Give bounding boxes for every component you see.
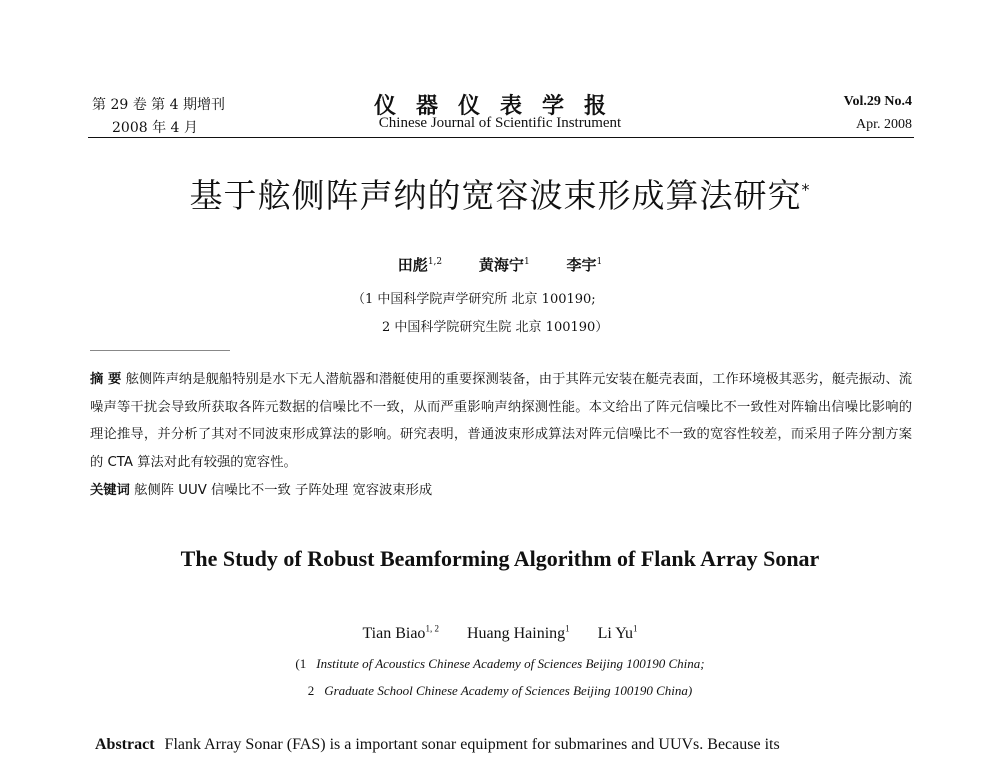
title-cn-text: 基于舷侧阵声纳的宽容波束形成算法研究 [189, 176, 802, 215]
affiliation-cn-1: （1 中国科学院声学研究所 北京 100190; [352, 292, 596, 307]
abstract-en [95, 736, 915, 754]
abstract-cn-label: 摘 要 [90, 372, 122, 387]
authors-en [0, 624, 1000, 643]
footnote-rule [90, 350, 230, 351]
volume-issue-cn: 第 29 卷 第 4 期增刊 [92, 97, 225, 113]
affiliation-en-2: 2 Graduate School Chinese Academy of Sciences Beijing 100190 China) [307, 683, 693, 698]
header-rule [88, 137, 914, 138]
keywords-cn [90, 479, 432, 498]
author-cn: 李宇$^1$ [566, 256, 603, 274]
journal-name-cn: 仪器仪表学报 [373, 93, 626, 119]
author-cn: 黄海宁$^1$ [478, 256, 530, 274]
title-cn [0, 170, 1000, 217]
journal-name-en: Chinese Journal of Scientific Instrument [378, 115, 622, 131]
volume-issue-en: Vol.29 No.4 [843, 94, 912, 109]
date-en: Apr. 2008 [856, 117, 912, 132]
date-cn: 2008 年 4 月 [112, 120, 198, 136]
abstract-cn-text: 舷侧阵声纳是舰船特别是水下无人潜航器和潜艇使用的重要探测装备，由于其阵元安装在艇壳表面，工作环境极其恶劣，艇壳振动、流噪声等干扰会导致所获取各阵元数据的信噪比不一致，从而严重影响声纳探测性能。本文给出了阵元信噪比不一致性对阵输出信噪比影响的理论推导，并分析了其对不同波束形成算法的影响。研究表明，普通波束形成算法对阵元信噪比不一致的宽容性较差，而采用子阵分割方案的 CTA 算法对此有较强的宽容性。 [90, 372, 912, 470]
author-en: Huang Haining$^1$ [466, 624, 570, 643]
affiliation-en-1: (1 Institute of Acoustics Chinese Academy of Sciences Beijing 100190 China; [295, 656, 705, 671]
abstract-cn [90, 366, 912, 476]
author-en: Tian Biao$^{1, 2}$ [362, 624, 439, 643]
title-footnote-mark: * [801, 180, 811, 199]
affiliation-cn-2: 2 中国科学院研究生院 北京 100190） [382, 320, 609, 335]
abstract-en-label: Abstract [95, 736, 155, 753]
authors-cn [0, 254, 1000, 275]
title-en: The Study of Robust Beamforming Algorithm of Flank Array Sonar [180, 546, 820, 571]
abstract-en-text: Flank Array Sonar (FAS) is a important sonar equipment for submarines and UUVs. Because its [164, 736, 780, 753]
author-cn: 田彪$^{1,2}$ [397, 256, 443, 274]
author-en: Li Yu$^1$ [597, 624, 638, 643]
keywords-cn-text: 舷侧阵 UUV 信噪比不一致 子阵处理 宽容波束形成 [134, 483, 433, 498]
keywords-cn-label: 关键词 [90, 483, 130, 498]
